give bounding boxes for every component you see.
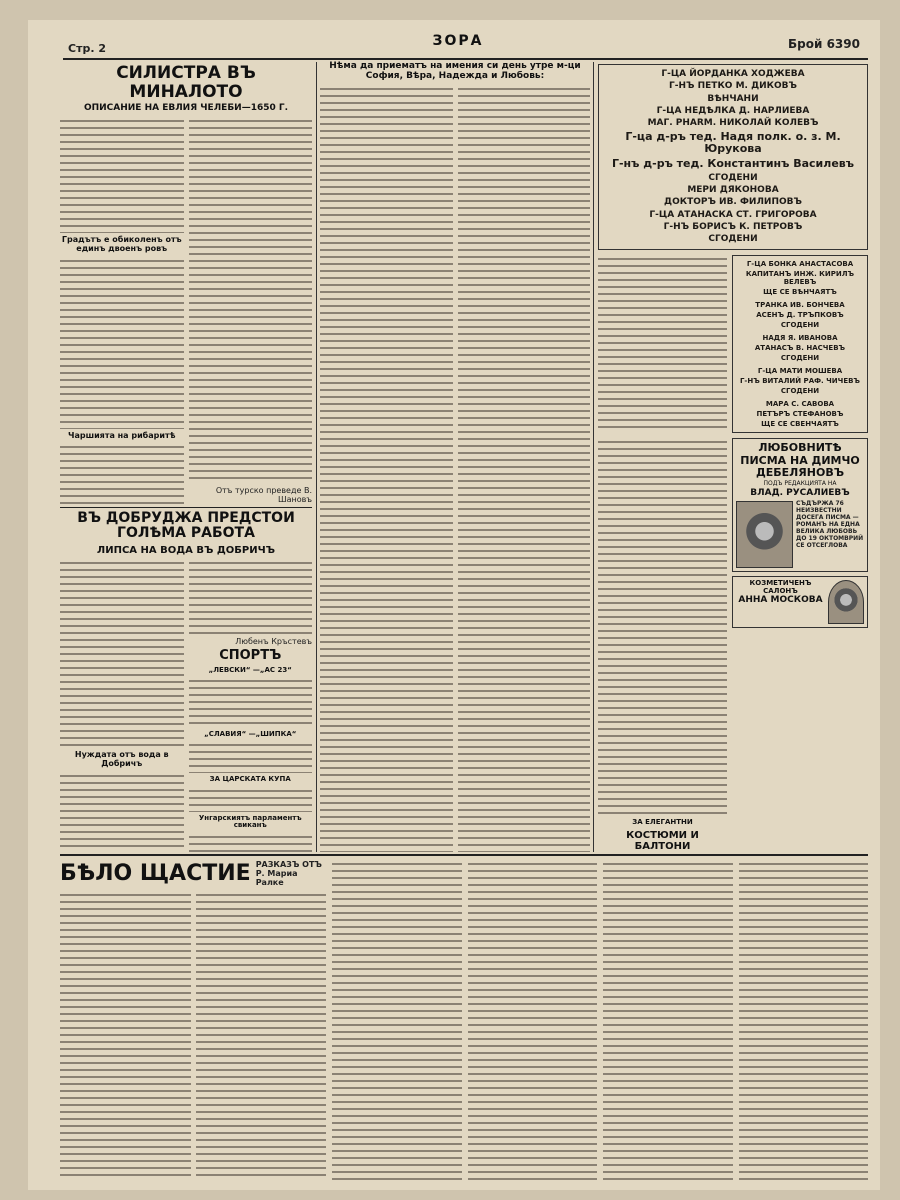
- ads-column: [598, 64, 868, 852]
- namedays-title: Нѣма да приематъ на имения си день утре м-ци София, Вѣра, Надежда и Любовь:: [329, 61, 581, 81]
- names-list: [598, 255, 727, 434]
- sport-subheading: ЗА ЦАРСКАТА КУПА: [209, 774, 291, 783]
- ad-label: ВѢНЧАНИ: [707, 93, 759, 104]
- ad-name: Г-ЦА НЕДѢЛКА Д. НАРЛИЕВА: [656, 106, 810, 117]
- sport-subheading: „ЛЕВСКИ“ —„АС 23“: [208, 665, 292, 674]
- book-ad: [732, 438, 868, 572]
- woman-illustration: [828, 580, 864, 624]
- ad-label: ЩЕ СЕ СВЕНЧАЯТЪ: [761, 420, 839, 429]
- story-continuation: [332, 860, 868, 1180]
- names-list: [458, 85, 591, 852]
- body-text: [189, 787, 313, 812]
- body-text: [60, 443, 184, 504]
- ad-name: АТАНАСЪ В. НАСЧЕВЪ: [754, 344, 846, 353]
- story-article: [60, 860, 326, 1180]
- ad-name: Г-НЪ БОРИСЪ К. ПЕТРОВЪ: [663, 222, 803, 233]
- tailor-title: КОСТЮМИ И БАЛТОНИ: [626, 830, 699, 852]
- names-list: [320, 85, 453, 852]
- namedays-column: [320, 62, 590, 852]
- issue-number: Брой 6390: [788, 37, 860, 51]
- divider: [60, 854, 868, 856]
- book-editor: ВЛАД. РУСАЛИЕВЪ: [750, 488, 850, 499]
- silistra-subtitle: ОПИСАНИЕ НА ЕВЛИЯ ЧЕЛЕБИ—1650 Г.: [83, 103, 289, 114]
- masthead-title: ЗОРА: [432, 33, 484, 49]
- column-rule: [593, 62, 594, 852]
- body-text: [332, 860, 462, 1180]
- column-rule: [316, 62, 317, 852]
- sport-title: СПОРТЪ: [219, 648, 282, 664]
- body-text: [60, 257, 184, 429]
- story-title: БѢЛО ЩАСТИЕ: [60, 860, 251, 886]
- ad-name: МЕРИ ДЯКОНОВА: [687, 184, 779, 195]
- body-text: [60, 772, 184, 852]
- dobrudja-author: Любенъ Кръстевъ: [235, 637, 312, 647]
- book-description: СЪДЪРЖА 76 НЕИЗВЕСТНИ ДОСЕГА ПИСМА — РОМАНЪ НА ЕДНА ВЕЛИКА ЛЮБОВЬ ДО 19 ОКТОМВРИЙ СЕ ОТСЕГЛОВА: [796, 500, 864, 549]
- sport-subheading: „СЛАВИЯ“ —„ШИПКА“: [204, 729, 297, 738]
- silistra-author: Отъ турско преведе В. Шановъ: [215, 485, 312, 504]
- ad-name: Г-НЪ ВИТАЛИЙ РАФ. ЧИЧЕВЪ: [739, 377, 861, 386]
- header-rule: [63, 58, 868, 60]
- ad-name: Г-нъ д-ръ тед. Константинъ Василевъ: [611, 157, 855, 170]
- body-text: [60, 559, 184, 748]
- ad-name: МАРА С. САВОВА: [765, 400, 835, 409]
- body-text: [189, 117, 313, 482]
- ad-label: СГОДЕНИ: [780, 387, 820, 396]
- announcements-box: [598, 64, 868, 250]
- ad-label: СГОДЕНИ: [780, 320, 820, 329]
- ad-name: ТРАНКА ИВ. БОНЧЕВА: [755, 300, 845, 309]
- body-text: [196, 891, 327, 1180]
- ad-label: СГОДЕНИ: [708, 172, 758, 183]
- silistra-subheading: Чаршията на рибаритѣ: [67, 430, 176, 440]
- salon-name: АННА МОСКОВА: [738, 594, 823, 605]
- ad-name: Г-ца д-ръ тед. Надя полк. о. з. М. Юрукова: [625, 129, 841, 156]
- body-text: [189, 741, 313, 772]
- silistra-title: СИЛИСТРА ВЪ МИНАЛОТО: [116, 63, 256, 102]
- ad-name: ДОКТОРЪ ИВ. ФИЛИПОВЪ: [664, 197, 802, 208]
- names-list: [598, 438, 727, 816]
- story-byline: РАЗКАЗЪ ОТЪ Р. Мариа Ралке: [255, 860, 322, 888]
- ad-name: Г-ЦА ЙОРДАНКА ХОДЖЕВА: [661, 69, 805, 79]
- ad-name: Г-ЦА БОНКА АНАСТАСОВА: [746, 259, 854, 268]
- ad-label: СГОДЕНИ: [780, 354, 820, 363]
- body-text: [603, 860, 733, 1180]
- divider: [60, 507, 312, 508]
- silistra-article: [60, 64, 312, 504]
- body-text: [739, 860, 869, 1180]
- ad-name: КАПИТАНЪ ИНЖ. КИРИЛЪ ВЕЛЕВЪ: [745, 269, 855, 286]
- portrait-image: [736, 501, 793, 568]
- ad-name: МАГ. PHARM. НИКОЛАЙ КОЛЕВЪ: [647, 118, 819, 129]
- ad-name: Г-ЦА АТАНАСКА СТ. ГРИГОРОВА: [649, 209, 817, 220]
- body-text: [60, 891, 191, 1180]
- ad-name: Г-НЪ ПЕТКО М. ДИКОВЪ: [669, 81, 797, 92]
- book-title: ЛЮБОВНИТѢ ПИСМА НА ДИМЧО ДЕБЕЛЯНОВЪ: [740, 441, 860, 479]
- body-text: [189, 677, 313, 727]
- ad-name: Г-ЦА МАТИ МОШЕВА: [757, 367, 843, 376]
- salon-ad: [732, 576, 868, 628]
- dobrudja-article: [60, 511, 312, 852]
- silistra-subheading: Градътъ е обиколенъ отъ единъ двоенъ ровъ: [61, 235, 182, 254]
- sport-subheading: Унгарскиятъ парламентъ свиканъ: [198, 813, 302, 830]
- dobrudja-subheading: Нуждата отъ вода в Добричъ: [74, 749, 169, 768]
- body-text: [189, 559, 313, 634]
- tailor-label: ЗА ЕЛЕГАНТНИ: [632, 818, 693, 827]
- newspaper-page: [28, 20, 880, 1190]
- page-number: Стр. 2: [68, 42, 106, 55]
- engagement-box: [732, 255, 868, 434]
- body-text: [60, 117, 184, 233]
- book-editor-label: ПОДЪ РЕДАКЦИЯТА НА: [763, 479, 837, 487]
- ad-label: СГОДЕНИ: [708, 234, 758, 245]
- body-text: [468, 860, 598, 1180]
- ad-name: ПЕТЪРЪ СТЕФАНОВЪ: [756, 410, 844, 419]
- dobrudja-subtitle: ЛИПСА НА ВОДА ВЪ ДОБРИЧЪ: [96, 544, 276, 556]
- ad-label: ЩЕ СЕ ВѢНЧАЯТЪ: [763, 287, 837, 296]
- ad-name: НАДЯ Я. ИВАНОВА: [762, 334, 838, 343]
- ad-name: АСЕНЪ Д. ТРЪПКОВЪ: [756, 310, 844, 319]
- body-text: [189, 833, 313, 852]
- salon-title: КОЗМЕТИЧЕНЪ САЛОНЪ: [749, 579, 812, 595]
- dobrudja-title: ВЪ ДОБРУДЖА ПРЕДСТОИ ГОЛѢМА РАБОТА: [77, 510, 295, 542]
